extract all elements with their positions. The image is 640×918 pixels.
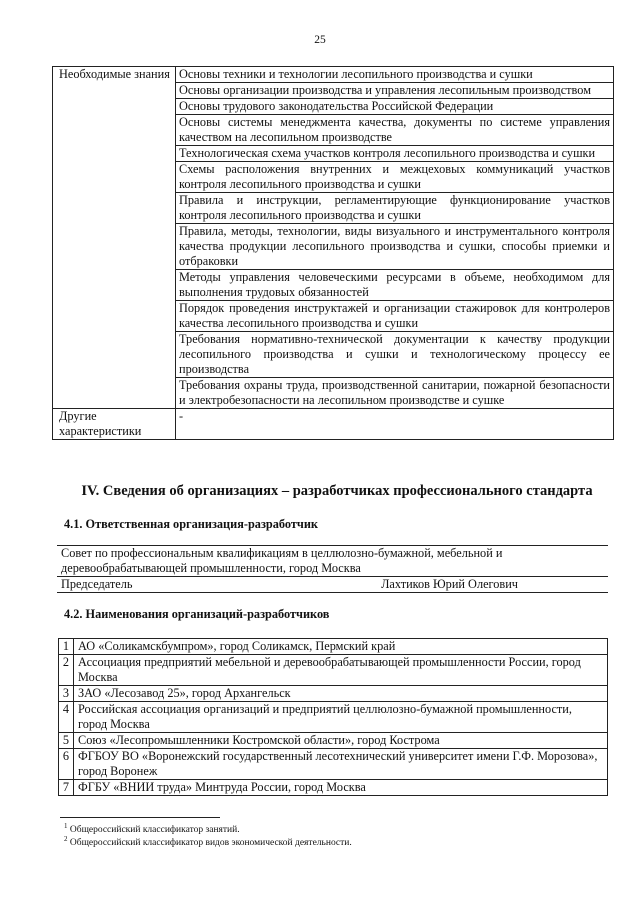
table-row	[59, 733, 608, 749]
knowledge-item: Правила и инструкции, регламентирующие функционирование участков контроля лесопильного производства и сушки	[176, 193, 614, 224]
table-row	[59, 702, 608, 733]
knowledge-item: Технологическая схема участков контроля лесопильного производства и сушки	[176, 146, 614, 162]
knowledge-item: Порядок проведения инструктажей и организации стажировок для контролеров качества лесопильного производства и сушки	[176, 301, 614, 332]
footnote-divider	[60, 817, 220, 818]
table-row	[59, 686, 608, 702]
row-number: 2	[59, 655, 74, 686]
knowledge-label: Необходимые знания	[53, 67, 176, 409]
table-row	[59, 639, 608, 655]
footnote-mark: 1	[64, 822, 68, 830]
page-number: 25	[314, 34, 326, 46]
responsible-heading: 4.1. Ответственная организация-разработчик	[64, 517, 318, 531]
knowledge-item: Основы системы менеджмента качества, документы по системе управления качеством на лесопильном производстве	[176, 115, 614, 146]
developers-table	[58, 638, 608, 796]
row-number: 7	[59, 780, 74, 796]
table-row	[59, 655, 608, 686]
row-number: 3	[59, 686, 74, 702]
organization-name: АО «Соликамскбумпром», город Соликамск, Пермский край	[74, 639, 608, 655]
knowledge-item: Основы трудового законодательства Российской Федерации	[176, 99, 614, 115]
responsible-organization: Совет по профессиональным квалификациям в целлюлозно-бумажной, мебельной и деревообрабатывающей промышленности, город Москва	[57, 546, 608, 577]
row-number: 4	[59, 702, 74, 733]
person-name: Лахтиков Юрий Олегович	[207, 577, 608, 593]
responsible-table	[57, 545, 608, 593]
table-row	[53, 67, 614, 83]
table-row	[59, 749, 608, 780]
organization-name: ФГБОУ ВО «Воронежский государственный лесотехнический университет имени Г.Ф. Морозова», город Воронеж	[74, 749, 608, 780]
table-row	[57, 546, 608, 577]
organization-name: ЗАО «Лесозавод 25», город Архангельск	[74, 686, 608, 702]
table-row	[59, 780, 608, 796]
footnote-text: Общероссийский классификатор видов экономической деятельности.	[67, 838, 352, 849]
row-number: 5	[59, 733, 74, 749]
knowledge-item: Основы техники и технологии лесопильного производства и сушки	[176, 67, 614, 83]
footnote	[64, 822, 240, 835]
knowledge-item: Правила, методы, технологии, виды визуального и инструментального контроля качества продукции лесопильного производства и сушки, способы приемки и отбраковки	[176, 224, 614, 270]
requirements-table	[52, 66, 614, 440]
other-value: -	[176, 409, 614, 440]
knowledge-item: Методы управления человеческими ресурсами в объеме, необходимом для выполнения трудовых обязанностей	[176, 270, 614, 301]
footnote-mark: 2	[64, 835, 68, 843]
organization-name: ФГБУ «ВНИИ труда» Минтруда России, город Москва	[74, 780, 608, 796]
table-row	[57, 577, 608, 593]
knowledge-item: Основы организации производства и управления лесопильным производством	[176, 83, 614, 99]
table-row	[53, 409, 614, 440]
organization-name: Ассоциация предприятий мебельной и деревообрабатывающей промышленности России, город Москва	[74, 655, 608, 686]
organization-name: Союз «Лесопромышленники Костромской области», город Кострома	[74, 733, 608, 749]
position-label: Председатель	[57, 577, 207, 593]
row-number: 1	[59, 639, 74, 655]
other-label: Другие характеристики	[53, 409, 176, 440]
developers-heading: 4.2. Наименования организаций-разработчиков	[64, 607, 330, 621]
knowledge-item: Требования нормативно-технической документации к качеству продукции лесопильного производства и сушки и технологическому процессу ее производства	[176, 332, 614, 378]
organization-name: Российская ассоциация организаций и предприятий целлюлозно-бумажной промышленности, город Москва	[74, 702, 608, 733]
section-title: IV. Сведения об организациях – разработчиках профессионального стандарта	[81, 483, 593, 499]
knowledge-item: Схемы расположения внутренних и межцеховых коммуникаций участков контроля лесопильного производства и сушки	[176, 162, 614, 193]
footnote	[64, 835, 352, 848]
footnote-text: Общероссийский классификатор занятий.	[67, 825, 240, 836]
knowledge-item: Требования охраны труда, производственной санитарии, пожарной безопасности и электробезопасности на лесопильном производстве и сушке	[176, 378, 614, 409]
row-number: 6	[59, 749, 74, 780]
